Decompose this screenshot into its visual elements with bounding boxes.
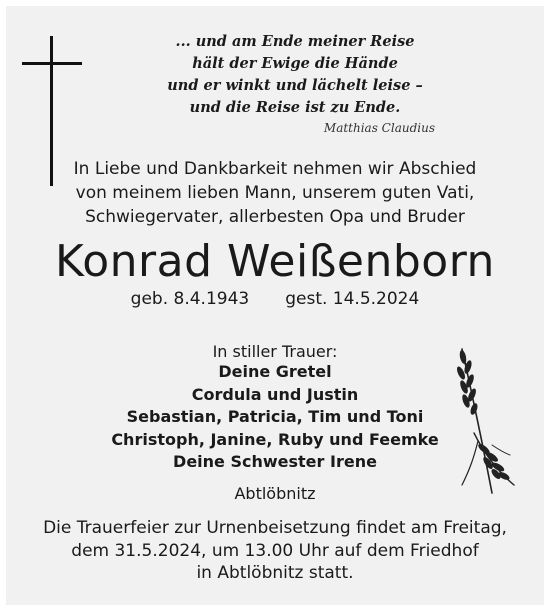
life-dates — [0, 289, 550, 309]
funeral-line: in Abtlöbnitz statt. — [196, 563, 354, 583]
mourning-intro: In stiller Trauer: — [212, 342, 338, 361]
poem-line: hält der Ewige die Hände — [192, 55, 398, 72]
poem-author: Matthias Claudius — [323, 121, 435, 135]
funeral-line: dem 31.5.2024, um 13.00 Uhr auf dem Friedhof — [71, 540, 479, 561]
funeral-notice — [30, 517, 520, 585]
intro-line: von meinem lieben Mann, unserem guten Vati, — [75, 183, 475, 203]
poem-line: ... und am Ende meiner Reise — [175, 33, 415, 50]
mourner-item: Deine Gretel — [218, 362, 332, 381]
intro-line: In Liebe und Dankbarkeit nehmen wir Abschied — [73, 159, 477, 179]
poem-line: und die Reise ist zu Ende. — [189, 99, 401, 116]
mourner-item: Sebastian, Patricia, Tim und Toni — [126, 407, 424, 426]
place-name: Abtlöbnitz — [234, 484, 316, 503]
deceased-name: Konrad Weißenborn — [55, 236, 495, 287]
death-date: gest. 14.5.2024 — [285, 289, 420, 309]
mourner-item: Christoph, Janine, Ruby und Feemke — [111, 429, 439, 449]
funeral-line: Die Trauerfeier zur Urnenbeisetzung findet am Freitag, — [43, 518, 507, 538]
poem — [100, 31, 490, 119]
farewell-intro — [60, 157, 490, 229]
poem-line: und er winkt und lächelt leise – — [167, 77, 423, 94]
mourner-item: Cordula und Justin — [191, 384, 359, 404]
birth-date: geb. 8.4.1943 — [130, 289, 250, 309]
mourner-item: Deine Schwester Irene — [173, 452, 377, 471]
intro-line: Schwiegervater, allerbesten Opa und Bruder — [85, 207, 465, 227]
wheat-icon — [448, 345, 520, 495]
